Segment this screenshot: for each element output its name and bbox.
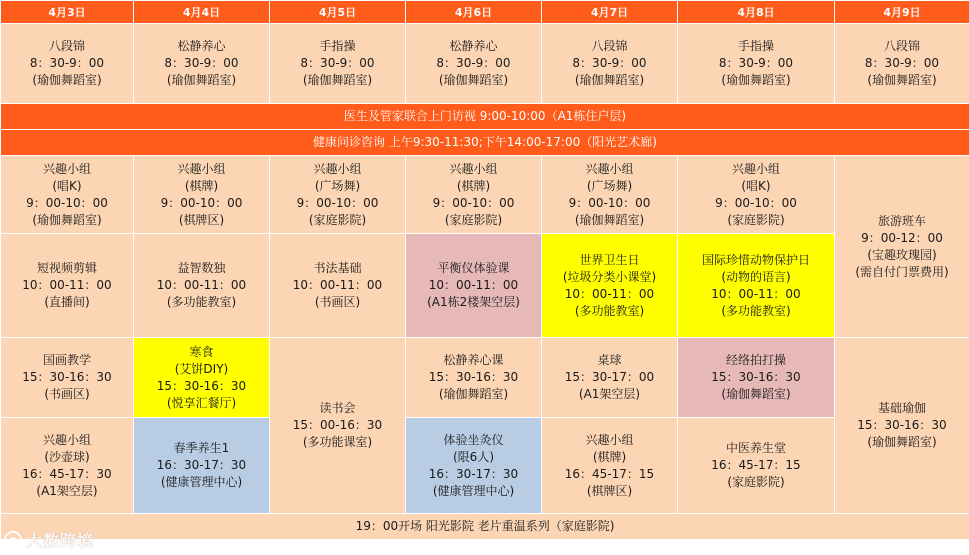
activity-time: 8：30-9：00 bbox=[300, 56, 375, 70]
activity-time: 9：00-10：00 bbox=[26, 195, 108, 210]
activity-cell-highlight bbox=[542, 234, 678, 338]
activity-place: (家庭影院) bbox=[727, 212, 785, 227]
activity-title: 兴趣小组 bbox=[585, 432, 634, 447]
activity-time: 9：00-10：00 bbox=[715, 195, 797, 210]
activity-time: 8：30-9：00 bbox=[29, 56, 105, 70]
activity-cell bbox=[134, 234, 270, 338]
activity-title: 中医养生堂 bbox=[725, 441, 786, 455]
activity-title: 基础瑜伽 bbox=[877, 401, 926, 415]
logo-icon bbox=[4, 531, 22, 549]
activity-cell bbox=[406, 338, 542, 418]
activity-place: (瑜伽舞蹈室) bbox=[721, 387, 791, 401]
activity-time: 15：30-16：30 bbox=[711, 370, 801, 384]
activity-place: (多功能教室) bbox=[721, 303, 791, 318]
activity-subtitle: (广场舞) bbox=[586, 178, 633, 193]
activity-place: (悦享汇餐厅) bbox=[166, 395, 237, 410]
activity-subtitle: (沙壶球) bbox=[44, 449, 90, 464]
activity-time: 10：00-11：00 bbox=[292, 278, 383, 292]
activity-cell-highlight bbox=[406, 234, 542, 338]
activity-time: 10：00-11：00 bbox=[564, 286, 655, 301]
activity-place: (多功能教室) bbox=[166, 295, 237, 309]
activity-title: 益智数独 bbox=[177, 261, 226, 275]
activity-place: (书画区) bbox=[314, 295, 361, 309]
date-header: 4月4日 bbox=[134, 1, 270, 24]
activity-place: (瑜伽舞蹈室) bbox=[32, 73, 102, 87]
activity-title: 松静养心课 bbox=[443, 353, 504, 367]
activity-title: 国画教学 bbox=[42, 353, 91, 367]
morning-row bbox=[1, 24, 969, 104]
activity-time: 16：30-17：30 bbox=[156, 458, 247, 472]
afternoon-row-a bbox=[1, 338, 969, 418]
activity-subtitle: (艾饼DIY) bbox=[174, 361, 229, 376]
activity-place: (家庭影院) bbox=[444, 212, 503, 227]
activity-time: 16：45-17：15 bbox=[564, 466, 655, 481]
activity-subtitle: (棋牌) bbox=[456, 178, 491, 193]
activity-time: 15：30-16：30 bbox=[22, 370, 112, 384]
date-header: 4月8日 bbox=[678, 1, 835, 24]
activity-time: 9：00-10：00 bbox=[296, 195, 379, 210]
activity-time: 15：30-16：30 bbox=[428, 370, 519, 384]
activity-time: 10：00-11：00 bbox=[22, 278, 112, 292]
activity-place: (瑜伽舞蹈室) bbox=[166, 73, 237, 87]
activity-time: 16：45-17：15 bbox=[711, 458, 801, 472]
activity-time: 15：00-16：30 bbox=[292, 418, 383, 432]
activity-place: (A1架空层) bbox=[36, 483, 98, 498]
activity-title: 手指操 bbox=[737, 39, 774, 53]
activity-subtitle: (垃圾分类小课堂) bbox=[562, 269, 657, 284]
activity-place: (多功能课室) bbox=[302, 435, 373, 449]
activity-title: 八段锦 bbox=[591, 39, 628, 53]
date-header: 4月3日 bbox=[1, 1, 134, 24]
activity-place: (A1架空层) bbox=[578, 387, 641, 401]
activity-title: 春季养生1 bbox=[173, 441, 230, 455]
activity-title: 体验坐灸仪 bbox=[443, 432, 504, 447]
activity-title: 兴趣小组 bbox=[42, 432, 91, 447]
activity-time: 8：30-9：00 bbox=[436, 56, 511, 70]
activity-place: (直播间) bbox=[44, 295, 90, 309]
activity-subtitle: (棋牌) bbox=[184, 178, 219, 193]
evening-row bbox=[1, 514, 969, 540]
activity-place: (棋牌区) bbox=[586, 483, 633, 498]
activity-subtitle: (广场舞) bbox=[314, 178, 361, 193]
activity-title: 国际珍惜动物保护日 bbox=[701, 252, 810, 267]
activity-title: 兴趣小组 bbox=[313, 161, 362, 176]
activity-cell bbox=[406, 24, 542, 104]
activity-title: 短视频剪辑 bbox=[36, 261, 97, 275]
activity-title: 读书会 bbox=[319, 401, 356, 415]
activity-place: (瑜伽舞蹈室) bbox=[574, 73, 645, 87]
tour-bus-cell bbox=[835, 156, 969, 338]
activity-title: 世界卫生日 bbox=[579, 252, 640, 267]
date-header-row bbox=[1, 1, 969, 24]
activity-subtitle: (唱K) bbox=[52, 178, 82, 193]
activity-cell bbox=[678, 418, 835, 514]
activity-title: 兴趣小组 bbox=[42, 161, 91, 176]
activity-time: 8：30-9：00 bbox=[718, 56, 794, 70]
activity-place: (棋牌区) bbox=[178, 212, 225, 227]
activity-title: 手指操 bbox=[319, 39, 356, 53]
activity-time: 10：00-11：00 bbox=[156, 278, 247, 292]
activity-time: 15：30-16：30 bbox=[857, 418, 947, 432]
activity-place: (A1栋2楼架空层) bbox=[427, 295, 520, 309]
activity-cell-highlight bbox=[678, 234, 835, 338]
activity-cell bbox=[835, 24, 969, 104]
consultation-band bbox=[1, 130, 969, 156]
activity-time: 8：30-9：00 bbox=[864, 56, 940, 70]
activity-title: 书法基础 bbox=[313, 261, 362, 275]
activity-time: 16：45-17：30 bbox=[22, 466, 112, 481]
activity-subtitle: (动物的语言) bbox=[721, 269, 791, 284]
activity-cell-highlight bbox=[134, 338, 270, 418]
date-header: 4月5日 bbox=[270, 1, 406, 24]
activity-title: 松静养心 bbox=[449, 39, 498, 53]
activity-time: 9：00-10：00 bbox=[160, 195, 243, 210]
activity-cell bbox=[542, 418, 678, 514]
activity-title: 桌球 bbox=[597, 353, 622, 367]
activity-place: (瑜伽舞蹈室) bbox=[438, 387, 509, 401]
activity-place: (健康管理中心) bbox=[160, 475, 243, 489]
activity-title: 平衡仪体验课 bbox=[437, 261, 510, 275]
activity-place: (瑜伽舞蹈室) bbox=[32, 212, 102, 227]
activity-time: 15：30-16：30 bbox=[156, 378, 247, 393]
activity-place: (瑜伽舞蹈室) bbox=[867, 73, 937, 87]
activity-place: (健康管理中心) bbox=[432, 483, 515, 498]
activity-place: (多功能教室) bbox=[574, 303, 645, 318]
activity-title: 兴趣小组 bbox=[449, 161, 498, 176]
activity-title: 松静养心 bbox=[177, 39, 226, 53]
activity-time: 8：30-9：00 bbox=[164, 56, 239, 70]
activity-title: 旅游班车 bbox=[877, 213, 926, 228]
activity-time: 9：00-10：00 bbox=[568, 195, 651, 210]
watermark-text: 大数跨境 bbox=[26, 531, 95, 550]
activity-time: 10：00-11：00 bbox=[428, 278, 519, 292]
activity-place: (宝趣玫瑰园) bbox=[867, 247, 937, 262]
activity-cell bbox=[270, 338, 406, 514]
activity-cell bbox=[134, 156, 270, 234]
afternoon-row-b bbox=[1, 418, 969, 514]
activity-cell-highlight bbox=[678, 338, 835, 418]
activity-subtitle: (棋牌) bbox=[592, 449, 627, 464]
activity-place: (书画区) bbox=[44, 387, 90, 401]
evening-movie-text: 19：00开场 阳光影院 老片重温系列（家庭影院) bbox=[1, 514, 969, 540]
date-header: 4月7日 bbox=[542, 1, 678, 24]
activity-title: 兴趣小组 bbox=[177, 161, 226, 176]
activity-cell bbox=[678, 156, 835, 234]
consultation-text: 健康问诊咨询 上午9:30-11:30;下午14:00-17:00（阳光艺术廊) bbox=[1, 130, 969, 156]
interest-row bbox=[1, 156, 969, 234]
activity-cell bbox=[270, 24, 406, 104]
activity-cell bbox=[1, 156, 134, 234]
activity-title: 经络拍打操 bbox=[725, 353, 786, 367]
date-header: 4月6日 bbox=[406, 1, 542, 24]
activity-title: 寒食 bbox=[189, 344, 214, 359]
activity-place: (瑜伽舞蹈室) bbox=[438, 73, 509, 87]
home-visit-text: 医生及管家联合上门访视 9:00-10:00（A1栋住户层) bbox=[1, 104, 969, 130]
activity-cell bbox=[270, 234, 406, 338]
activity-time: 16：30-17：30 bbox=[428, 466, 519, 481]
activity-time: 9：00-12：00 bbox=[861, 230, 943, 245]
activity-cell bbox=[835, 338, 969, 514]
activity-time: 9：00-10：00 bbox=[432, 195, 515, 210]
activity-time: 8：30-9：00 bbox=[572, 56, 647, 70]
activity-time: 10：00-11：00 bbox=[711, 286, 801, 301]
activity-cell bbox=[542, 156, 678, 234]
activity-cell bbox=[1, 24, 134, 104]
date-header: 4月9日 bbox=[835, 1, 969, 24]
activity-cell bbox=[1, 418, 134, 514]
activity-cell bbox=[1, 234, 134, 338]
activity-title: 兴趣小组 bbox=[731, 161, 780, 176]
activity-cell-highlight bbox=[406, 418, 542, 514]
activity-subtitle: (限6人) bbox=[453, 449, 494, 464]
activity-cell bbox=[406, 156, 542, 234]
activity-place: (瑜伽舞蹈室) bbox=[574, 212, 645, 227]
home-visit-band bbox=[1, 104, 969, 130]
activity-cell bbox=[134, 24, 270, 104]
activity-title: 兴趣小组 bbox=[585, 161, 634, 176]
activity-place: (家庭影院) bbox=[727, 475, 785, 489]
activity-cell bbox=[270, 156, 406, 234]
activity-place: (瑜伽舞蹈室) bbox=[721, 73, 791, 87]
activity-cell bbox=[542, 24, 678, 104]
activity-note: (需自付门票费用) bbox=[855, 264, 949, 279]
activity-cell bbox=[542, 338, 678, 418]
activity-place: (瑜伽舞蹈室) bbox=[302, 73, 373, 87]
activity-cell bbox=[1, 338, 134, 418]
activity-title: 八段锦 bbox=[883, 39, 920, 53]
activity-cell-highlight bbox=[134, 418, 270, 514]
activity-subtitle: (唱K) bbox=[741, 178, 771, 193]
activity-cell bbox=[678, 24, 835, 104]
activity-place: (家庭影院) bbox=[308, 212, 367, 227]
activity-time: 15：30-17：00 bbox=[564, 370, 655, 384]
late-morning-row bbox=[1, 234, 969, 338]
activity-title: 八段锦 bbox=[48, 39, 85, 53]
activity-place: (瑜伽舞蹈室) bbox=[867, 435, 937, 449]
watermark bbox=[4, 528, 94, 551]
